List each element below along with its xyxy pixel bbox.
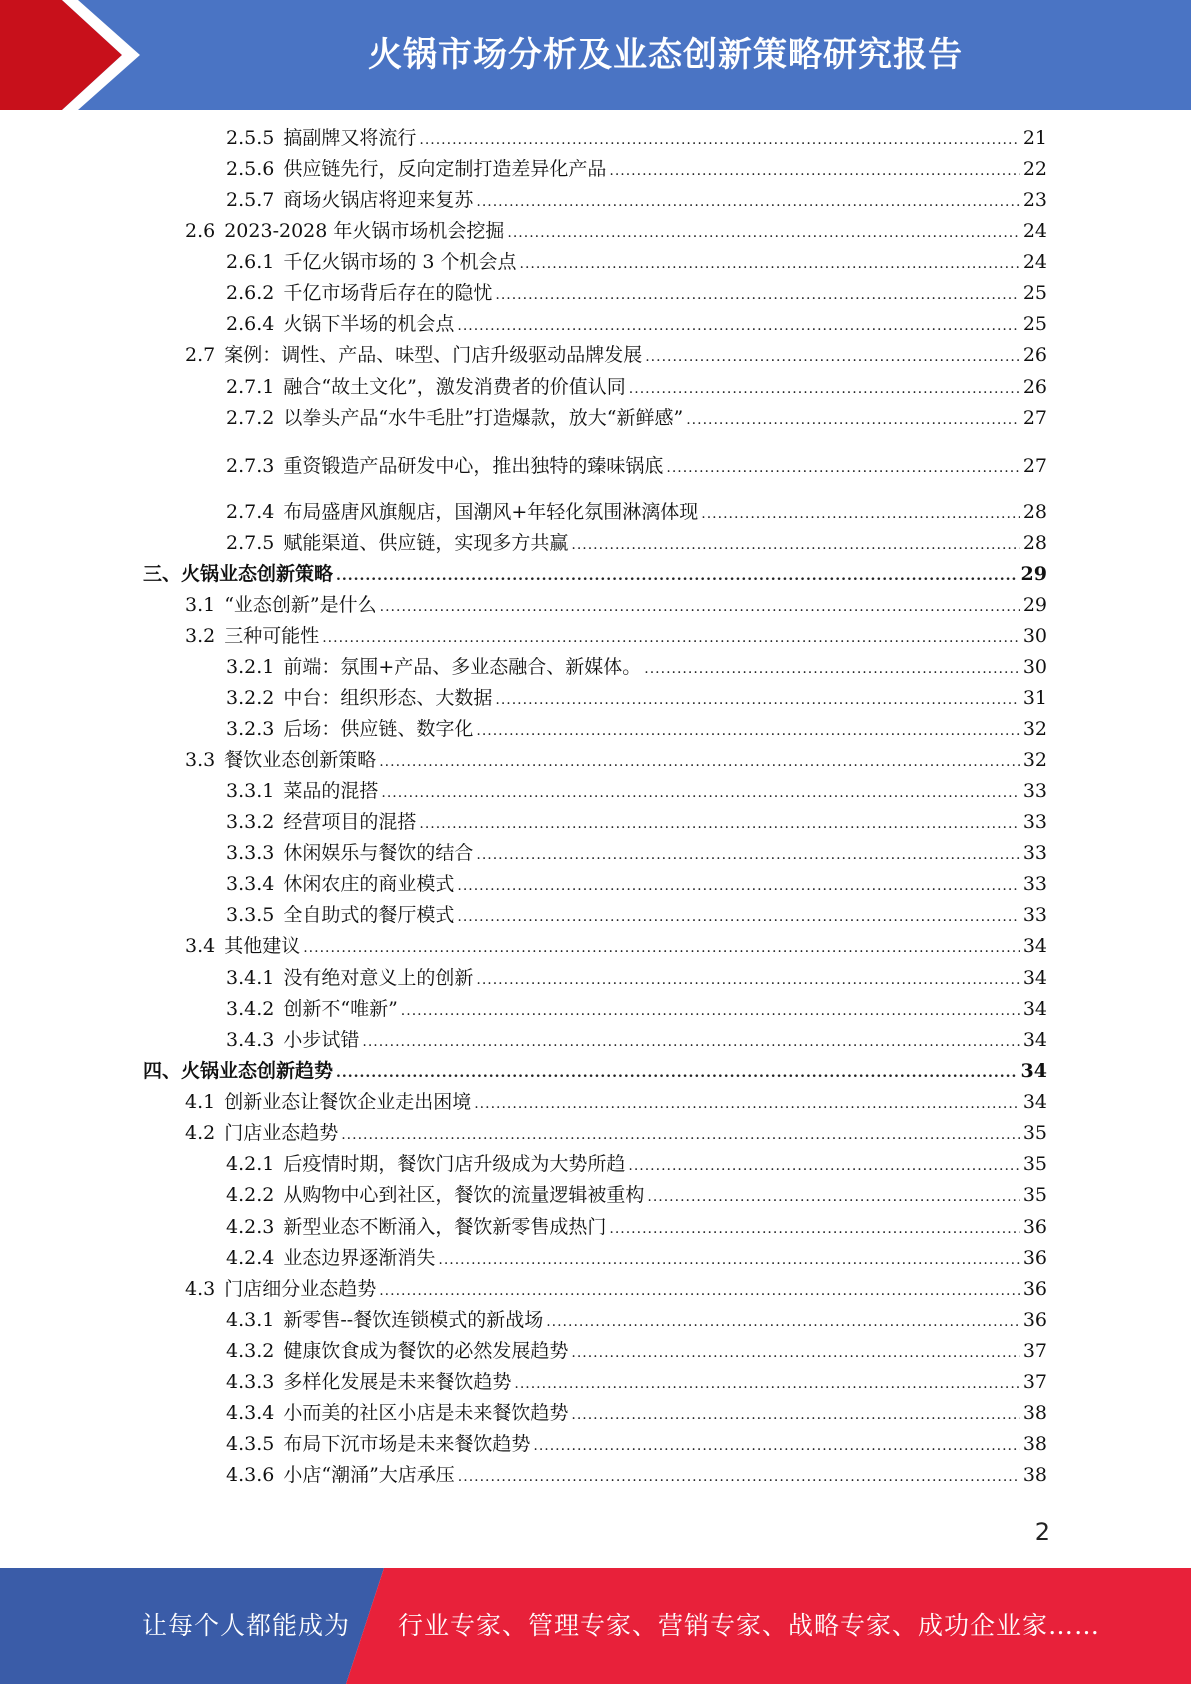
toc-entry[interactable]: [226, 404, 1047, 432]
toc-entry[interactable]: [226, 1026, 1047, 1054]
toc-entry-title: 融合“故土文化”，激发消费者的价值认同: [283, 376, 626, 398]
toc-entry-title: 小而美的社区小店是未来餐饮趋势: [283, 1402, 569, 1424]
toc-entry-page: 33: [1022, 811, 1047, 833]
toc-entry-number: 2.5.7: [226, 189, 275, 211]
toc-entry[interactable]: [226, 653, 1047, 681]
toc-entry-title: 三种可能性: [224, 625, 320, 647]
toc-dot-leader: [438, 1246, 1019, 1274]
toc-dot-leader: [322, 624, 1020, 652]
toc-entry-page: 22: [1022, 158, 1047, 180]
toc-dot-leader: [644, 655, 1020, 683]
toc-entry[interactable]: [226, 1430, 1047, 1458]
toc-dot-leader: [419, 126, 1019, 154]
toc-entry-title: 2023-2028 年火锅市场机会挖掘: [224, 220, 505, 242]
toc-entry[interactable]: [226, 1461, 1047, 1489]
toc-dot-leader: [457, 312, 1019, 340]
toc-entry-title: 千亿火锅市场的 3 个机会点: [283, 251, 517, 273]
toc-entry[interactable]: [226, 1337, 1047, 1365]
toc-entry-title: 前端：氛围+产品、多业态融合、新媒体。: [283, 656, 642, 678]
toc-entry-title: 小步试错: [283, 1029, 360, 1051]
toc-entry-number: 2.7.3: [226, 455, 275, 477]
toc-entry-page: 37: [1022, 1340, 1047, 1362]
toc-entry[interactable]: [226, 1399, 1047, 1427]
toc-entry[interactable]: [226, 310, 1047, 338]
toc-entry-title: 门店业态趋势: [224, 1122, 339, 1144]
toc-entry-title: 千亿市场背后存在的隐忧: [283, 282, 493, 304]
toc-entry-title: 经营项目的混搭: [283, 811, 417, 833]
toc-dot-leader: [362, 1028, 1019, 1056]
toc-entry-title: 健康饮食成为餐饮的必然发展趋势: [283, 1340, 569, 1362]
toc-dot-leader: [495, 686, 1019, 714]
toc-entry-page: 29: [1020, 563, 1047, 585]
toc-entry[interactable]: [185, 1088, 1047, 1116]
toc-entry-number: 3.4.2: [226, 998, 275, 1020]
toc-dot-leader: [628, 1152, 1019, 1180]
toc-entry-title: 布局盛唐风旗舰店，国潮风+年轻化氛围淋漓体现: [283, 501, 699, 523]
toc-entry[interactable]: [226, 995, 1047, 1023]
toc-entry-title: 休闲娱乐与餐饮的结合: [283, 842, 474, 864]
toc-entry[interactable]: [226, 279, 1047, 307]
toc-entry-number: 3.3.5: [226, 904, 275, 926]
toc-entry[interactable]: [226, 498, 1047, 526]
toc-entry-page: 27: [1022, 407, 1047, 429]
toc-entry-page: 34: [1022, 998, 1047, 1020]
toc-entry-number: 3.3.2: [226, 811, 275, 833]
toc-entry[interactable]: [226, 901, 1047, 929]
toc-entry-page: 35: [1022, 1122, 1047, 1144]
toc-entry-title: 菜品的混搭: [283, 780, 379, 802]
toc-dot-leader: [645, 343, 1020, 371]
toc-entry-number: 4.3.2: [226, 1340, 275, 1362]
toc-dot-leader: [546, 1308, 1020, 1336]
toc-entry-number: 4.2.4: [226, 1247, 275, 1269]
toc-entry-title: 三、火锅业态创新策略: [143, 563, 334, 585]
toc-entry-number: 2.7.2: [226, 407, 275, 429]
toc-entry[interactable]: [143, 560, 1047, 588]
toc-entry-number: 3.3.1: [226, 780, 275, 802]
toc-entry-number: 4.3.3: [226, 1371, 275, 1393]
toc-entry[interactable]: [226, 1368, 1047, 1396]
toc-dot-leader: [571, 1401, 1019, 1429]
toc-dot-leader: [514, 1370, 1019, 1398]
toc-entry[interactable]: [226, 248, 1047, 276]
toc-entry-page: 34: [1022, 1029, 1047, 1051]
toc-entry-number: 2.6.4: [226, 313, 275, 335]
toc-entry-title: 后疫情时期，餐饮门店升级成为大势所趋: [283, 1153, 626, 1175]
toc-entry-page: 32: [1022, 749, 1047, 771]
toc-entry-page: 34: [1020, 1060, 1047, 1082]
toc-entry-page: 36: [1022, 1247, 1047, 1269]
footer-slogan-right: 行业专家、管理专家、营销专家、战略专家、成功企业家……: [398, 1611, 1101, 1640]
toc-entry-title: 赋能渠道、供应链，实现多方共赢: [283, 532, 569, 554]
toc-entry-page: 33: [1022, 780, 1047, 802]
toc-entry[interactable]: [226, 124, 1047, 152]
toc-entry[interactable]: [226, 1244, 1047, 1272]
toc-dot-leader: [476, 841, 1019, 869]
toc-entry[interactable]: [226, 155, 1047, 183]
toc-entry-number: 3.4.1: [226, 967, 275, 989]
toc-dot-leader: [303, 934, 1020, 962]
toc-dot-leader: [571, 531, 1019, 559]
toc-dot-leader: [379, 748, 1020, 776]
footer-slogan-left: 让每个人都能成为: [142, 1611, 351, 1640]
toc-entry-page: 31: [1022, 687, 1047, 709]
toc-dot-leader: [609, 157, 1019, 185]
toc-entry[interactable]: [185, 217, 1047, 245]
toc-entry-title: 以拳头产品“水牛毛肚”打造爆款，放大“新鲜感”: [283, 407, 684, 429]
toc-entry-number: 2.7.5: [226, 532, 275, 554]
toc-entry-title: 其他建议: [224, 935, 301, 957]
toc-entry-page: 21: [1022, 127, 1047, 149]
toc-dot-leader: [458, 1463, 1020, 1491]
toc-entry-title: “业态创新”是什么: [224, 594, 377, 616]
toc-entry-number: 3.3.4: [226, 873, 275, 895]
toc-entry-number: 4.3.6: [226, 1464, 275, 1486]
toc-entry-title: 餐饮业态创新策略: [224, 749, 377, 771]
toc-entry[interactable]: [226, 1181, 1047, 1209]
toc-entry-number: 2.5.6: [226, 158, 275, 180]
toc-dot-leader: [686, 406, 1020, 434]
toc-entry-title: 创新业态让餐饮企业走出困境: [224, 1091, 472, 1113]
toc-entry[interactable]: [185, 746, 1047, 774]
toc-entry-page: 24: [1022, 251, 1047, 273]
toc-entry-title: 布局下沉市场是未来餐饮趋势: [283, 1433, 531, 1455]
toc-entry-page: 32: [1022, 718, 1047, 740]
toc-entry-number: 4.3.5: [226, 1433, 275, 1455]
toc-entry[interactable]: [185, 1275, 1047, 1303]
toc-entry-number: 4.3.1: [226, 1309, 275, 1331]
toc-dot-leader: [401, 997, 1020, 1025]
toc-entry-number: 3.4.3: [226, 1029, 275, 1051]
toc-entry-page: 38: [1022, 1464, 1047, 1486]
toc-entry-page: 30: [1022, 625, 1047, 647]
toc-entry-title: 小店“潮涌”大店承压: [283, 1464, 455, 1486]
toc-entry-title: 创新不“唯新”: [283, 998, 398, 1020]
toc-dot-leader: [457, 903, 1019, 931]
toc-dot-leader: [495, 281, 1019, 309]
toc-entry[interactable]: [226, 715, 1047, 743]
toc-entry[interactable]: [226, 870, 1047, 898]
toc-entry-title: 火锅下半场的机会点: [283, 313, 455, 335]
toc-dot-leader: [609, 1215, 1019, 1243]
toc-entry-page: 33: [1022, 873, 1047, 895]
toc-entry-page: 30: [1022, 656, 1047, 678]
toc-entry-page: 28: [1022, 501, 1047, 523]
toc-entry-page: 34: [1022, 1091, 1047, 1113]
toc-entry-page: 38: [1022, 1433, 1047, 1455]
toc-dot-leader: [381, 779, 1019, 807]
toc-dot-leader: [474, 1090, 1020, 1118]
toc-entry-title: 多样化发展是未来餐饮趋势: [283, 1371, 512, 1393]
toc-entry-number: 3.2.1: [226, 656, 275, 678]
toc-entry-page: 34: [1022, 967, 1047, 989]
toc-entry-page: 35: [1022, 1184, 1047, 1206]
toc-entry[interactable]: [185, 622, 1047, 650]
toc-entry-number: 4.2.3: [226, 1216, 275, 1238]
toc-entry[interactable]: [226, 777, 1047, 805]
toc-entry-title: 从购物中心到社区，餐饮的流量逻辑被重构: [283, 1184, 645, 1206]
toc-entry[interactable]: [143, 1057, 1047, 1085]
toc-entry-title: 后场：供应链、数字化: [283, 718, 474, 740]
toc-entry-title: 中台：组织形态、大数据: [283, 687, 493, 709]
toc-entry-number: 3.1: [185, 594, 216, 616]
toc-entry-number: 2.5.5: [226, 127, 275, 149]
page-footer: [0, 1568, 1191, 1684]
toc-entry-title: 搞副牌又将流行: [283, 127, 417, 149]
toc-entry-number: 2.7: [185, 344, 216, 366]
toc-entry-number: 4.2.2: [226, 1184, 275, 1206]
toc-entry-number: 2.6: [185, 220, 216, 242]
toc-dot-leader: [629, 375, 1020, 403]
toc-dot-leader: [457, 872, 1019, 900]
toc-entry-title: 休闲农庄的商业模式: [283, 873, 455, 895]
toc-entry-title: 四、火锅业态创新趋势: [143, 1060, 334, 1082]
toc-dot-leader: [647, 1183, 1019, 1211]
toc-entry-page: 37: [1022, 1371, 1047, 1393]
toc-entry-page: 35: [1022, 1153, 1047, 1175]
toc-entry-page: 36: [1022, 1216, 1047, 1238]
toc-entry[interactable]: [226, 839, 1047, 867]
toc-entry-title: 案例：调性、产品、味型、门店升级驱动品牌发展: [224, 344, 643, 366]
toc-entry[interactable]: [185, 932, 1047, 960]
toc-dot-leader: [520, 250, 1020, 278]
toc-dot-leader: [419, 810, 1019, 838]
toc-entry-page: 28: [1022, 532, 1047, 554]
toc-entry[interactable]: [226, 684, 1047, 712]
toc-dot-leader: [336, 1059, 1018, 1087]
toc-entry-page: 25: [1022, 282, 1047, 304]
toc-entry[interactable]: [226, 452, 1047, 480]
toc-entry[interactable]: [226, 1213, 1047, 1241]
toc-dot-leader: [476, 188, 1019, 216]
toc-entry-title: 重资锻造产品研发中心，推出独特的臻味锅底: [283, 455, 664, 477]
toc-dot-leader: [571, 1339, 1019, 1367]
toc-entry[interactable]: [226, 964, 1047, 992]
toc-entry-number: 4.2: [185, 1122, 216, 1144]
toc-entry-page: 29: [1022, 594, 1047, 616]
toc-entry-title: 供应链先行，反向定制打造差异化产品: [283, 158, 607, 180]
toc-entry[interactable]: [226, 373, 1047, 401]
toc-entry-title: 商场火锅店将迎来复苏: [283, 189, 474, 211]
toc-entry-page: 27: [1022, 455, 1047, 477]
toc-entry-title: 业态边界逐渐消失: [283, 1247, 436, 1269]
toc-entry-number: 3.3: [185, 749, 216, 771]
toc-dot-leader: [701, 500, 1020, 528]
toc-entry[interactable]: [226, 529, 1047, 557]
report-title: 火锅市场分析及业态创新策略研究报告: [368, 35, 963, 75]
toc-entry-number: 2.7.1: [226, 376, 275, 398]
toc-entry[interactable]: [226, 186, 1047, 214]
toc-entry-number: 3.2.2: [226, 687, 275, 709]
toc-entry[interactable]: [226, 1150, 1047, 1178]
toc-entry-page: 25: [1022, 313, 1047, 335]
toc-entry-number: 3.2.3: [226, 718, 275, 740]
toc-entry-number: 4.3: [185, 1278, 216, 1300]
toc-dot-leader: [507, 219, 1019, 247]
toc-entry[interactable]: [226, 1306, 1047, 1334]
toc-entry[interactable]: [185, 1119, 1047, 1147]
toc-dot-leader: [666, 454, 1019, 482]
toc-entry-page: 26: [1022, 344, 1047, 366]
toc-dot-leader: [336, 562, 1018, 590]
toc-entry-title: 没有绝对意义上的创新: [283, 967, 474, 989]
toc-entry-number: 3.3.3: [226, 842, 275, 864]
toc-dot-leader: [533, 1432, 1019, 1460]
toc-dot-leader: [341, 1121, 1020, 1149]
toc-dot-leader: [379, 1277, 1020, 1305]
toc-entry-number: 4.3.4: [226, 1402, 275, 1424]
toc-entry[interactable]: [185, 591, 1047, 619]
toc-entry-title: 新零售--餐饮连锁模式的新战场: [283, 1309, 544, 1331]
toc-entry-page: 36: [1022, 1309, 1047, 1331]
toc-entry-title: 新型业态不断涌入，餐饮新零售成热门: [283, 1216, 607, 1238]
toc-entry-page: 26: [1022, 376, 1047, 398]
toc-entry-title: 全自助式的餐厅模式: [283, 904, 455, 926]
chevron-arrow-icon: [0, 0, 160, 110]
toc-entry-number: 2.7.4: [226, 501, 275, 523]
toc-dot-leader: [476, 717, 1019, 745]
toc-entry[interactable]: [226, 808, 1047, 836]
toc-entry-page: 33: [1022, 904, 1047, 926]
toc-entry-number: 3.2: [185, 625, 216, 647]
toc-entry-page: 24: [1022, 220, 1047, 242]
toc-entry-page: 36: [1022, 1278, 1047, 1300]
toc-entry[interactable]: [185, 341, 1047, 369]
page-number: 2: [1034, 1518, 1050, 1546]
toc-entry-page: 38: [1022, 1402, 1047, 1424]
toc-entry-page: 34: [1022, 935, 1047, 957]
toc-entry-number: 2.6.2: [226, 282, 275, 304]
toc-entry-number: 2.6.1: [226, 251, 275, 273]
page-header: [0, 0, 1191, 110]
toc-entry-page: 33: [1022, 842, 1047, 864]
toc-entry-page: 23: [1022, 189, 1047, 211]
toc-entry-number: 3.4: [185, 935, 216, 957]
toc-entry-title: 门店细分业态趋势: [224, 1278, 377, 1300]
toc-entry-number: 4.2.1: [226, 1153, 275, 1175]
toc-dot-leader: [476, 966, 1019, 994]
toc-entry-number: 4.1: [185, 1091, 216, 1113]
toc-dot-leader: [380, 593, 1020, 621]
